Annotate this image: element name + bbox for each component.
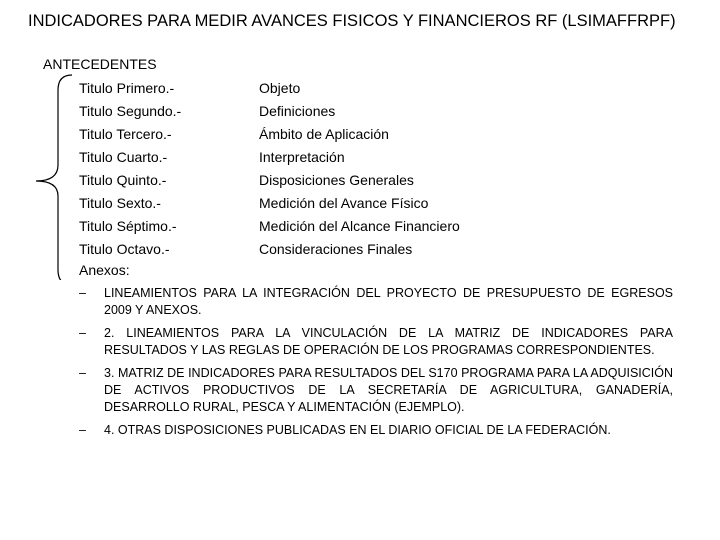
- title-row-label: Titulo Segundo.-: [79, 103, 182, 119]
- title-row-subject: Objeto: [259, 80, 301, 96]
- title-row-label: Titulo Quinto.-: [79, 172, 167, 188]
- anexos-label: Anexos:: [79, 262, 130, 278]
- page-title: INDICADORES PARA MEDIR AVANCES FISICOS Y FINANCIEROS RF (LSIMAFFRPF): [28, 12, 676, 30]
- title-row-label: Titulo Sexto.-: [79, 195, 161, 211]
- title-row-subject: Interpretación: [259, 149, 345, 165]
- title-row-subject: Medición del Alcance Financiero: [259, 218, 460, 234]
- dash-bullet: –: [79, 366, 86, 380]
- list-item-text: 4. OTRAS DISPOSICIONES PUBLICADAS EN EL DIARIO OFICIAL DE LA FEDERACIÓN.: [104, 423, 611, 437]
- brace-bracket: [0, 0, 80, 280]
- title-row-subject: Disposiciones Generales: [259, 172, 414, 188]
- section-label: ANTECEDENTES: [43, 56, 157, 72]
- title-row-label: Titulo Séptimo.-: [79, 218, 177, 234]
- title-row-label: Titulo Primero.-: [79, 80, 175, 96]
- list-item: [79, 422, 673, 439]
- title-row-label: Titulo Cuarto.-: [79, 149, 168, 165]
- dash-bullet: –: [79, 286, 86, 300]
- title-row-label: Titulo Octavo.-: [79, 241, 170, 257]
- dash-bullet: –: [79, 326, 86, 340]
- list-item-text: 2. LINEAMIENTOS PARA LA VINCULACIÓN DE LA MATRIZ DE INDICADORES PARA RESULTADOS Y LAS REGLAS DE OPERACIÓN DE LOS PROGRAMAS CORRESPONDIENTES.: [104, 326, 673, 357]
- list-item: [79, 285, 673, 319]
- list-item: [79, 325, 673, 359]
- list-item-text: 3. MATRIZ DE INDICADORES PARA RESULTADOS DEL S170 PROGRAMA PARA LA ADQUISICIÓN DE ACTIVOS PRODUCTIVOS DE LA SECRETARÍA DE AGRICULTURA, GANADERÍA, DESARROLLO RURAL, PESCA Y ALIMENTACIÓN (EJEMPLO).: [104, 366, 673, 414]
- list-item: [79, 365, 673, 416]
- title-row-subject: Consideraciones Finales: [259, 241, 413, 257]
- title-row-subject: Definiciones: [259, 103, 336, 119]
- title-row-subject: Ámbito de Aplicación: [259, 126, 389, 142]
- dash-bullet: –: [79, 423, 86, 437]
- title-row-label: Titulo Tercero.-: [79, 126, 172, 142]
- list-item-text: LINEAMIENTOS PARA LA INTEGRACIÓN DEL PROYECTO DE PRESUPUESTO DE EGRESOS 2009 Y ANEXOS.: [104, 286, 673, 317]
- title-row-subject: Medición del Avance Físico: [259, 195, 429, 211]
- anexos-list: [79, 285, 673, 445]
